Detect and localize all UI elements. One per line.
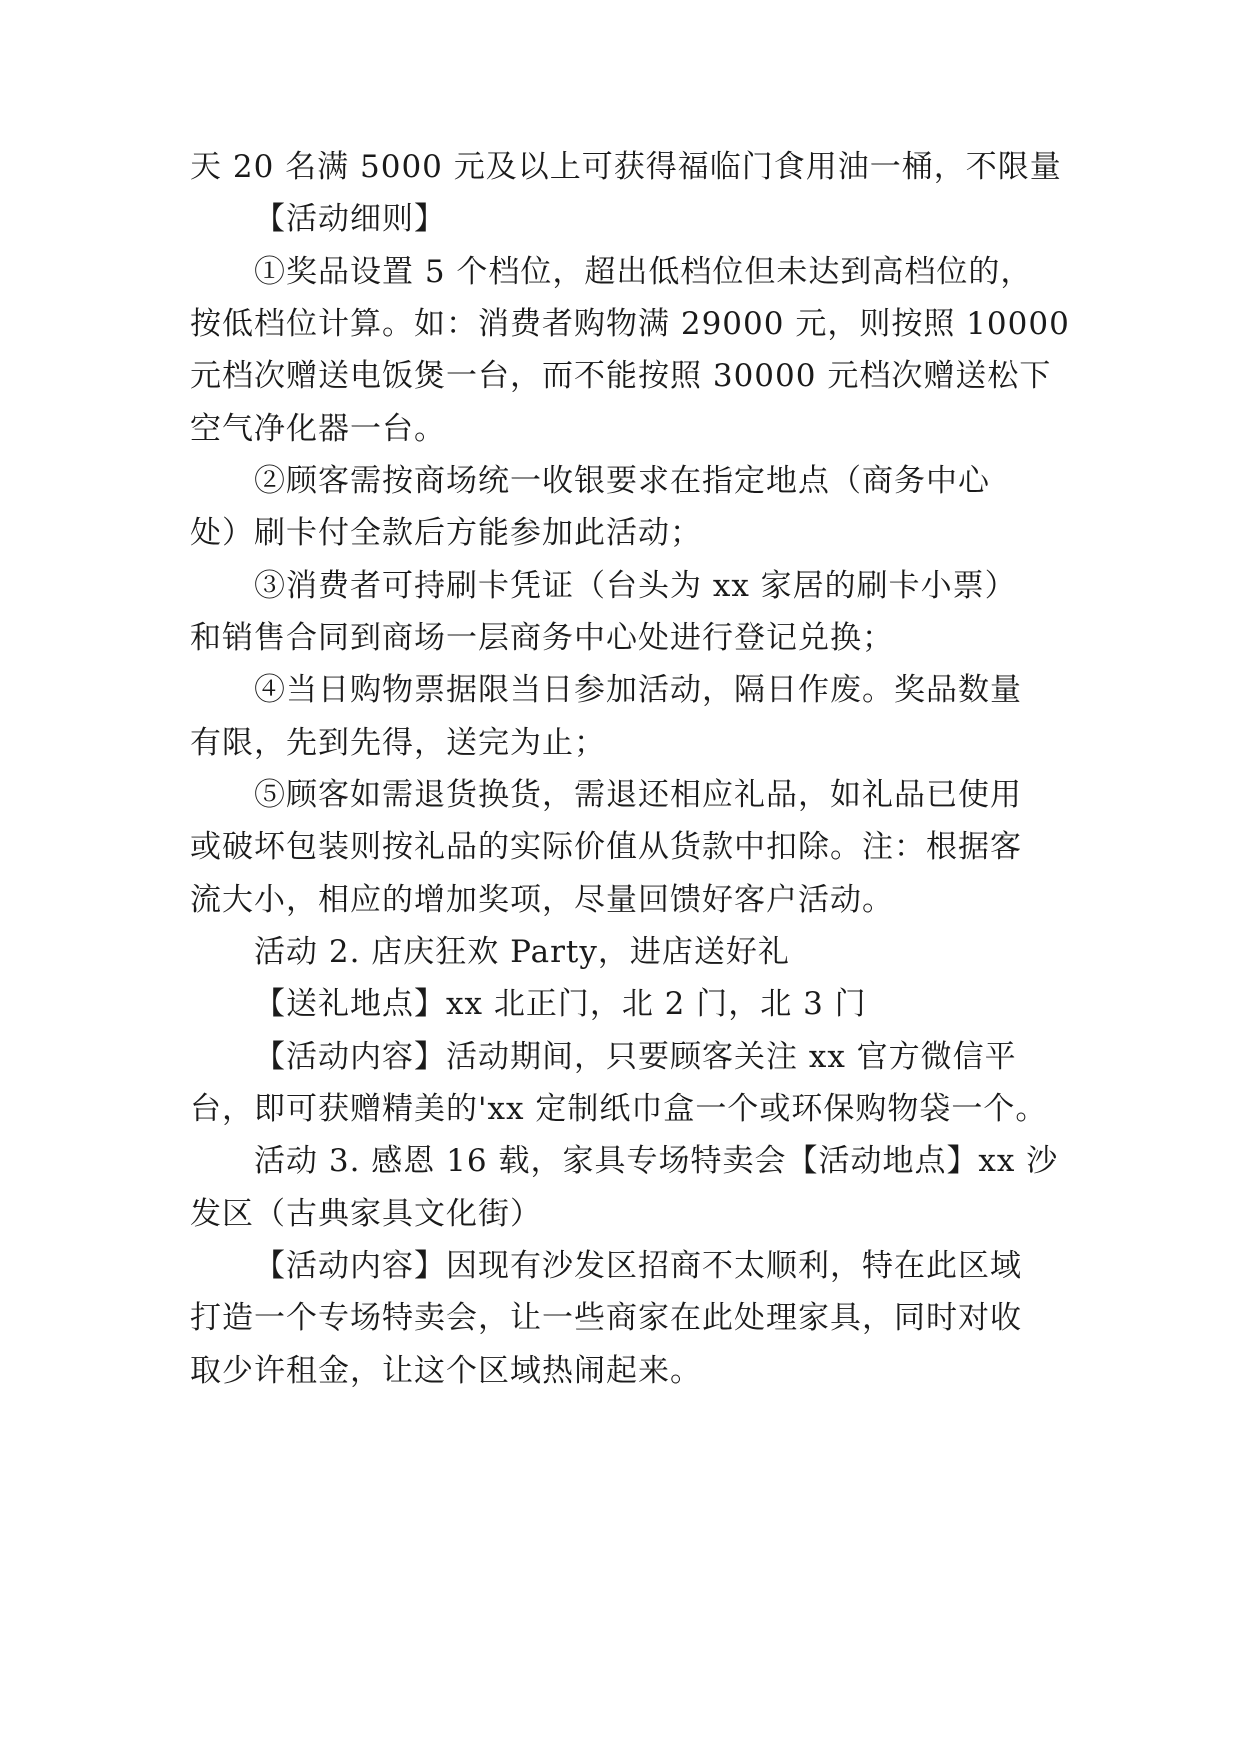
text-line: 【活动内容】因现有沙发区招商不太顺利，特在此区域 (254, 1248, 1022, 1284)
activity-heading: 活动 3. 感恩 16 载，家具专场特卖会【活动地点】xx 沙 (254, 1143, 1059, 1179)
text-line: 按低档位计算。如：消费者购物满 29000 元，则按照 10000 (190, 306, 1070, 342)
text-line: ④当日购物票据限当日参加活动，隔日作废。奖品数量 (254, 672, 1022, 708)
text-line: 【送礼地点】xx 北正门，北 2 门，北 3 门 (254, 986, 867, 1022)
text-line: 元档次赠送电饭煲一台，而不能按照 30000 元档次赠送松下 (190, 358, 1052, 394)
text-line: 或破坏包装则按礼品的实际价值从货款中扣除。注：根据客 (190, 829, 1022, 865)
text-line: 【活动内容】活动期间，只要顾客关注 xx 官方微信平 (254, 1039, 1017, 1075)
text-line: 流大小，相应的增加奖项，尽量回馈好客户活动。 (190, 882, 894, 918)
text-line: 台，即可获赠精美的'xx 定制纸巾盒一个或环保购物袋一个。 (190, 1091, 1048, 1127)
text-line: ①奖品设置 5 个档位，超出低档位但未达到高档位的， (254, 254, 1033, 290)
text-line: 有限，先到先得，送完为止； (190, 725, 606, 761)
activity-heading: 活动 2. 店庆狂欢 Party，进店送好礼 (254, 934, 790, 970)
section-heading: 【活动细则】 (254, 201, 446, 237)
text-line: 取少许租金，让这个区域热闹起来。 (190, 1353, 702, 1389)
text-line: 发区（古典家具文化街） (190, 1196, 542, 1232)
text-line: 空气净化器一台。 (190, 411, 446, 447)
text-line: 处）刷卡付全款后方能参加此活动； (190, 515, 702, 551)
text-line: ⑤顾客如需退货换货，需退还相应礼品，如礼品已使用 (254, 777, 1022, 813)
text-line: ②顾客需按商场统一收银要求在指定地点（商务中心 (254, 463, 990, 499)
text-line: 打造一个专场特卖会，让一些商家在此处理家具，同时对收 (190, 1300, 1022, 1336)
text-line: 天 20 名满 5000 元及以上可获得福临门食用油一桶，不限量 (190, 149, 1062, 185)
text-line: 和销售合同到商场一层商务中心处进行登记兑换； (190, 620, 894, 656)
text-line: ③消费者可持刷卡凭证（台头为 xx 家居的刷卡小票） (254, 568, 1017, 604)
